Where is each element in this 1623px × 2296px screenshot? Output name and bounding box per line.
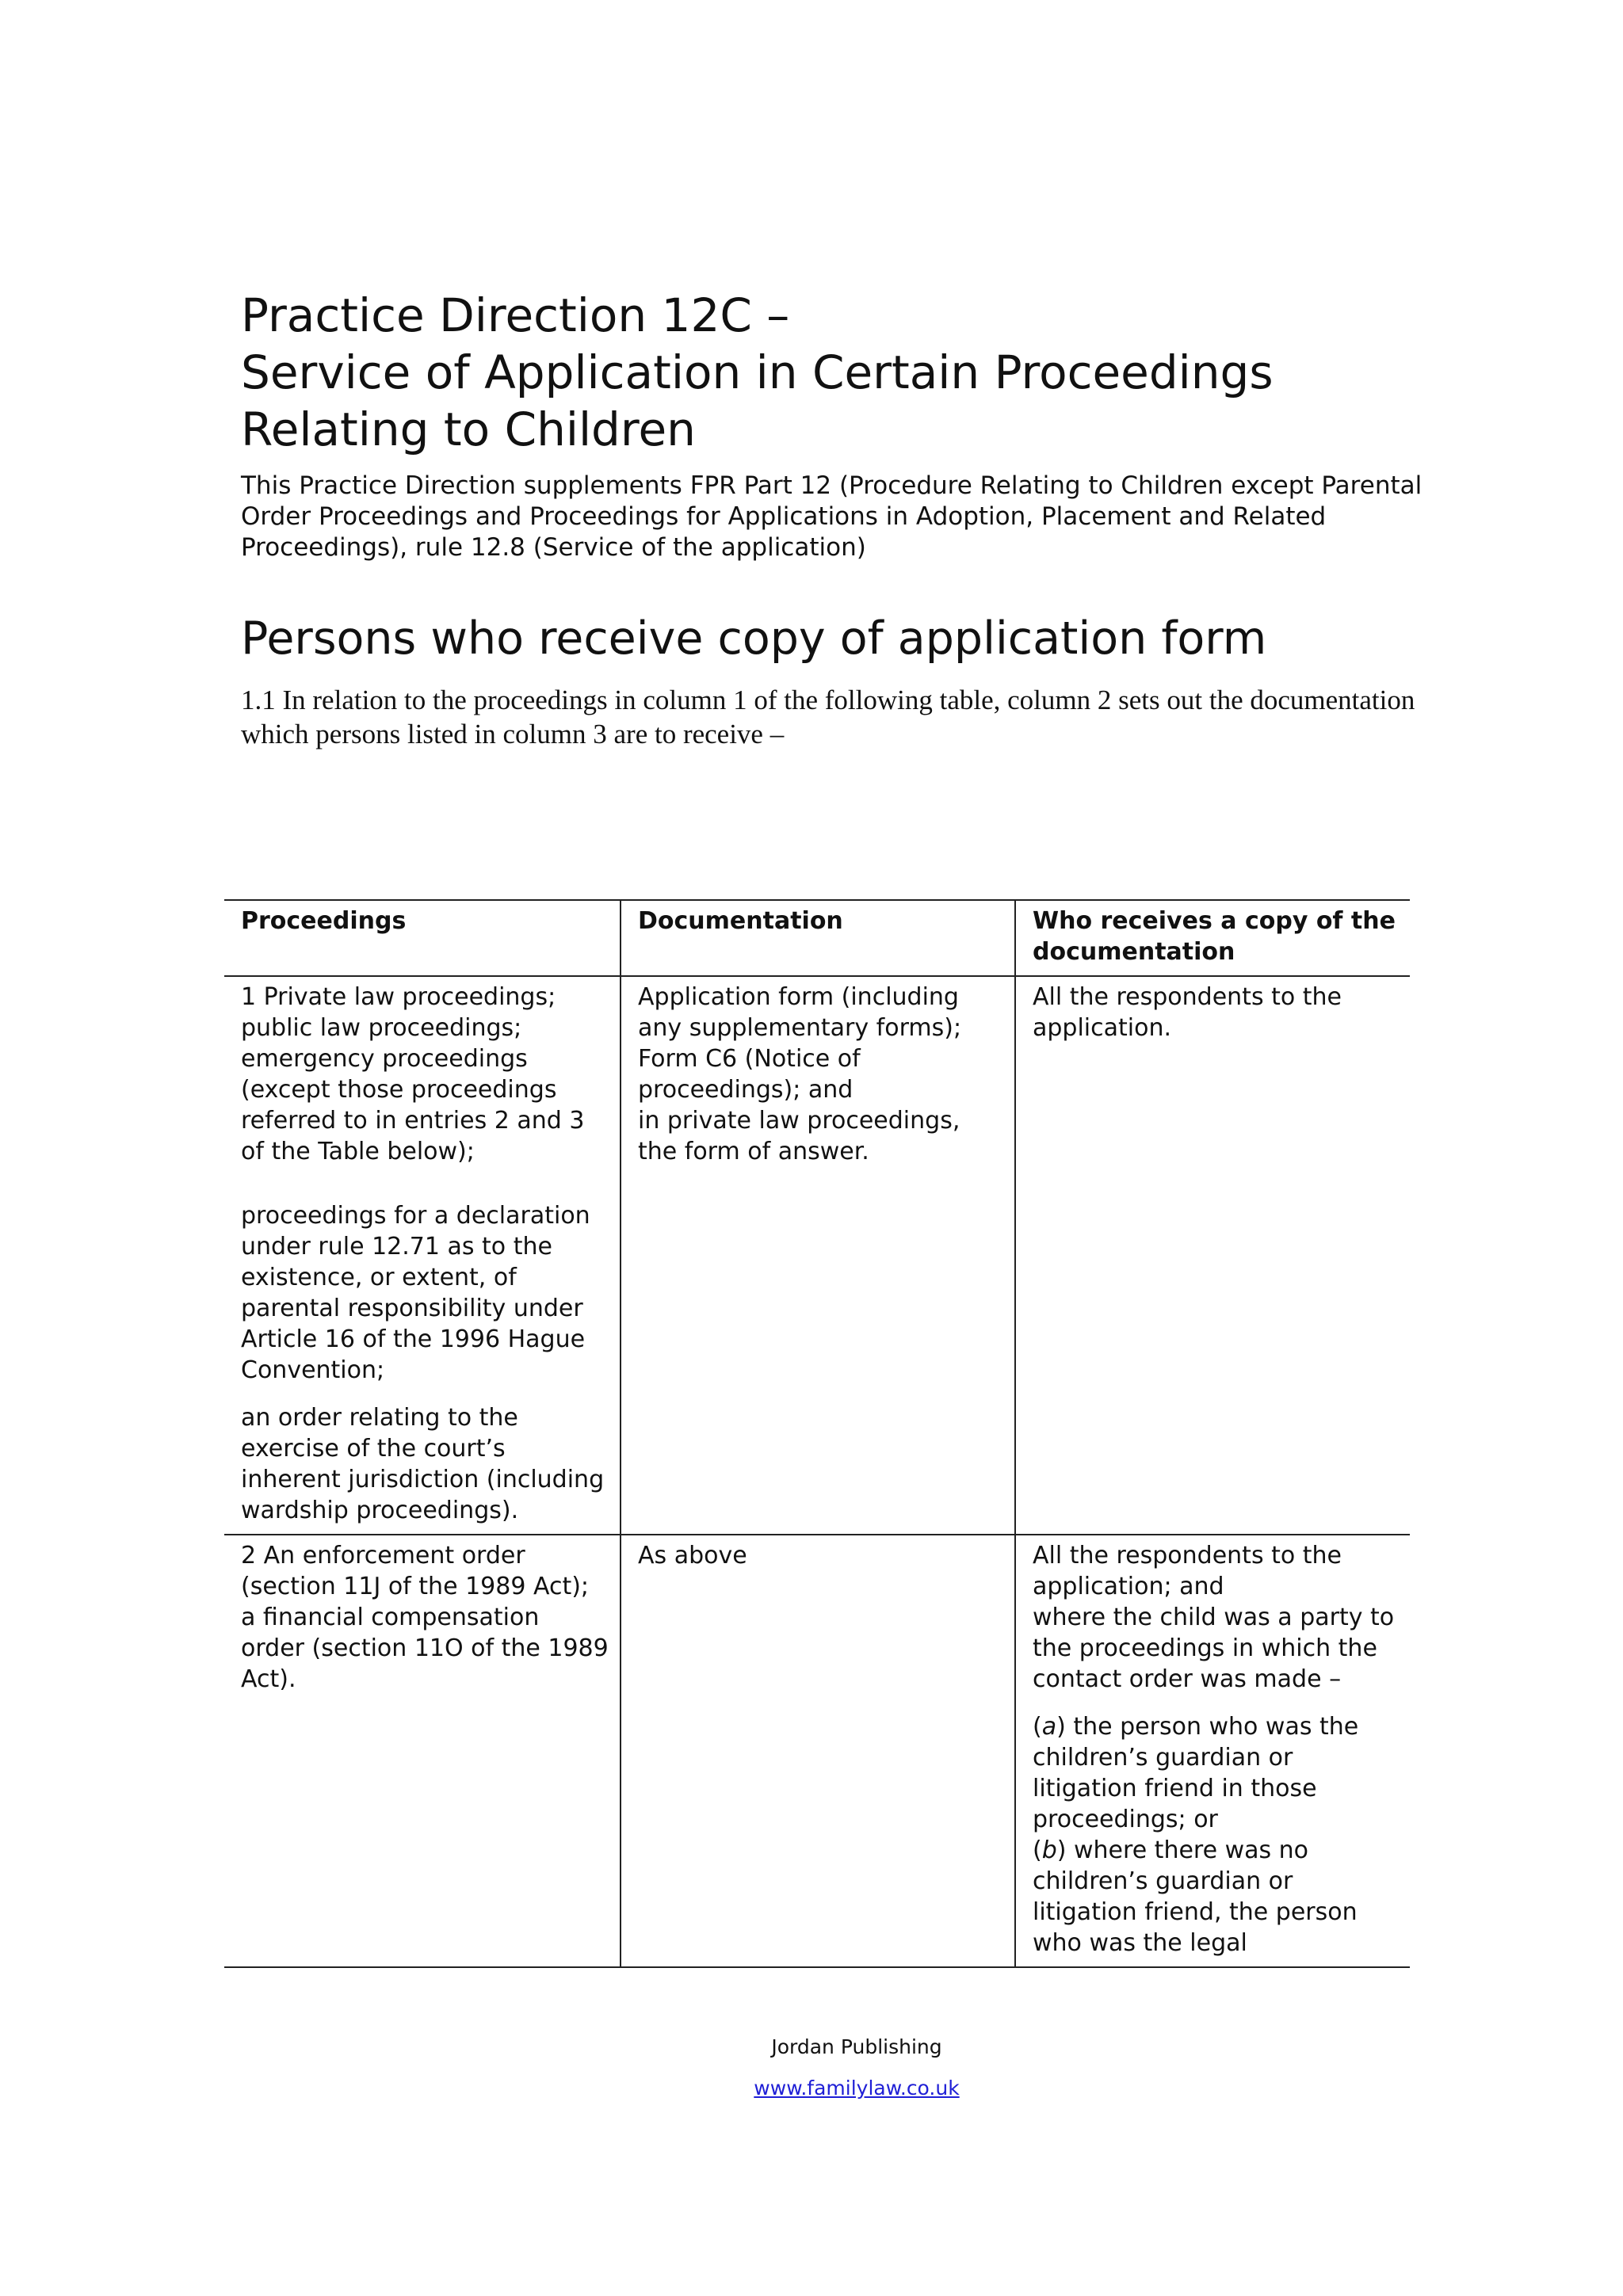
proceedings-entry: an order relating to the exercise of the court’s inherent jurisdiction (including wardship proceedings).: [241, 1404, 605, 1524]
documentation-line: in private law proceedings, the form of answer.: [638, 1107, 960, 1165]
clause-letter: b: [1041, 1836, 1057, 1864]
footer-link-wrap: [0, 2076, 1623, 2101]
documentation-line: Application form (including any supplementary forms);: [638, 983, 962, 1042]
section-heading: Persons who receive copy of application form: [241, 612, 1267, 665]
paragraph-1-1: 1.1 In relation to the proceedings in column 1 of the following table, column 2 sets out the documentation which persons listed in column 3 are to receive –: [241, 685, 1415, 749]
row-2-recipients: [1015, 1535, 1410, 1967]
recipients-clause-a: (a) the person who was the children’s guardian or litigation friend in those proceedings; or: [1033, 1713, 1359, 1833]
recipients-line: All the respondents to the application; and: [1033, 1542, 1342, 1600]
clause-letter: a: [1041, 1713, 1057, 1741]
recipients-line: All the respondents to the application.: [1033, 983, 1342, 1042]
table-row: [224, 1535, 1410, 1967]
recipients-clause-b: (b) where there was no children’s guardian or litigation friend, the person who was the legal: [1033, 1836, 1358, 1957]
clause-text: ) the person who was the children’s guardian or litigation friend in those proceedings; or: [1033, 1713, 1359, 1833]
title-line-3: Relating to Children: [241, 402, 696, 456]
proceedings-entry: 2 An enforcement order (section 11J of the 1989 Act); a financial compensation order (section 11O of the 1989 Act).: [241, 1542, 609, 1693]
supplement-note: This Practice Direction supplements FPR Part 12 (Procedure Relating to Children except Parental Order Proceedings and Proceedings for Applications in Adoption, Placement and Related Proceedings), rule 12.8 (Service of the application): [241, 471, 1423, 562]
clause-text: ) where there was no children’s guardian or litigation friend, the person who was the legal: [1033, 1836, 1358, 1957]
proceedings-entry: proceedings for a declaration under rule 12.71 as to the existence, or extent, of parental responsibility under Article 16 of the 1996 Hague Convention;: [241, 1202, 590, 1384]
table-row: [224, 976, 1410, 1535]
title-line-1: Practice Direction 12C –: [241, 288, 790, 342]
recipients-line: where the child was a party to the proceedings in which the contact order was made –: [1033, 1604, 1395, 1693]
title-line-2: Service of Application in Certain Proceedings: [241, 345, 1274, 399]
column-header-proceedings: Proceedings: [224, 900, 621, 976]
table-header-row: [224, 900, 1410, 976]
documentation-line: As above: [638, 1542, 747, 1569]
documentation-line: Form C6 (Notice of proceedings); and: [638, 1045, 861, 1104]
footer-publisher: Jordan Publishing: [771, 2035, 942, 2058]
row-2-proceedings: [224, 1535, 621, 1967]
service-table: [224, 899, 1410, 1968]
column-header-documentation: Documentation: [621, 900, 1015, 976]
proceedings-entry: 1 Private law proceedings; public law proceedings; emergency proceedings (except those proceedings referred to in entries 2 and 3 of the Table below);: [241, 983, 585, 1165]
row-1-documentation: [621, 976, 1015, 1535]
row-2-documentation: [621, 1535, 1015, 1967]
page-title: [241, 287, 1430, 458]
column-header-recipients: Who receives a copy of the documentation: [1015, 900, 1410, 976]
familylaw-link[interactable]: www.familylaw.co.uk: [754, 2077, 960, 2100]
row-1-recipients: [1015, 976, 1410, 1535]
row-1-proceedings: [224, 976, 621, 1535]
